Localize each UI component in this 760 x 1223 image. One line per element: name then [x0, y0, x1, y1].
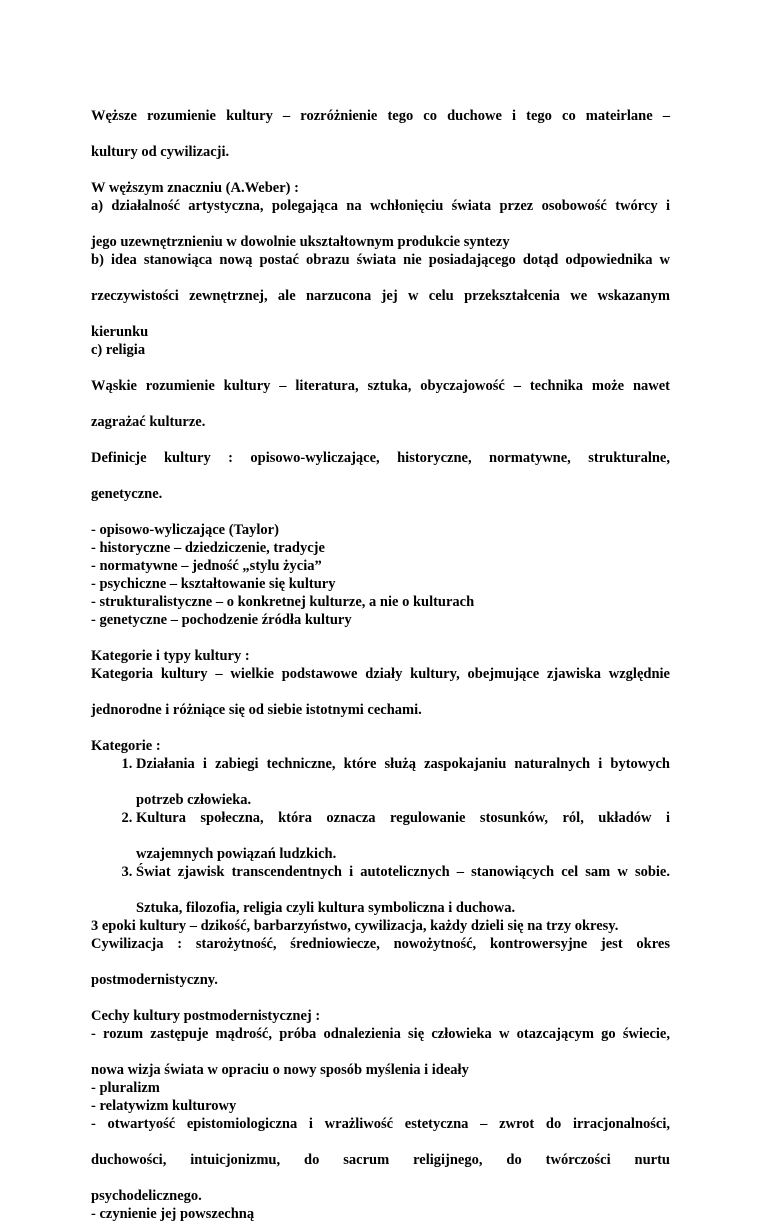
- definitions-list: [91, 521, 670, 629]
- postmodern-relativism: - relatywizm kulturowy: [91, 1098, 237, 1114]
- category-item: [136, 809, 670, 863]
- list-item: - historyczne – dziedziczenie, tradycje: [91, 540, 325, 556]
- category-2-line-1: 2. Kultura społeczna, która oznacza regulowanie stosunków, ról, układów i: [136, 810, 670, 826]
- list-item: - genetyczne – pochodzenie źródła kultury: [91, 612, 352, 628]
- postmodern-pluralism: - pluralizm: [91, 1080, 160, 1096]
- list-item: - strukturalistyczne – o konkretnej kulturze, a nie o kulturach: [91, 594, 475, 610]
- postmodern-openness-line-2: duchowości, intuicjonizmu, do sacrum religijnego, do twórczości nurtu: [91, 1152, 670, 1168]
- category-1-line-1: 1. Działania i zabiegi techniczne, które służą zaspokajaniu naturalnych i bytowych: [136, 756, 670, 772]
- definitions-line-1: Definicje kultury : opisowo-wyliczające, historyczne, normatywne, strukturalne,: [91, 450, 670, 466]
- intro-line-2: kultury od cywilizacji.: [91, 144, 230, 160]
- postmodern-last: - czynienie jej powszechną: [91, 1206, 255, 1222]
- category-1-line-2: potrzeb człowieka.: [136, 792, 252, 808]
- category-3-line-1: 3. Świat zjawisk transcendentnych i autotelicznych – stanowiących cel sam w sobie.: [136, 864, 670, 880]
- categories-types-line-2: jednorodne i różniące się od siebie istotnymi cechami.: [91, 702, 422, 718]
- epochs-line: 3 epoki kultury – dzikość, barbarzyństwo, cywilizacja, każdy dzieli się na trzy okresy.: [91, 918, 619, 934]
- postmodern-openness-line-3: psychodelicznego.: [91, 1188, 202, 1204]
- civilization-line-1: Cywilizacja : starożytność, średniowiecze, nowożytność, kontrowersyjne jest okres: [91, 936, 670, 952]
- category-item: [136, 863, 670, 917]
- document-body: [91, 107, 670, 1223]
- weber-c: c) religia: [91, 342, 146, 358]
- weber-a-line-1: a) działalność artystyczna, polegająca na wchłonięciu świata przez osobowość twórcy i: [91, 198, 670, 214]
- category-2-line-2: wzajemnych powiązań ludzkich.: [136, 846, 337, 862]
- list-item: - opisowo-wyliczające (Taylor): [91, 522, 279, 538]
- category-item: [136, 755, 670, 809]
- weber-heading: W węższym znaczniu (A.Weber) :: [91, 180, 299, 196]
- postmodern-reason-line-1: - rozum zastępuje mądrość, próba odnalezienia się człowieka w otazcającym go świecie,: [91, 1026, 670, 1042]
- categories-types-heading: Kategorie i typy kultury :: [91, 648, 250, 664]
- categories-heading: Kategorie :: [91, 738, 161, 754]
- weber-b-line-1: b) idea stanowiąca nową postać obrazu świata nie posiadającego dotąd odpowiednika w: [91, 252, 670, 268]
- narrow-line-2: zagrażać kulturze.: [91, 414, 206, 430]
- postmodern-openness-line-1: - otwartyość epistomiologiczna i wrażliwość estetyczna – zwrot do irracjonalności,: [91, 1116, 670, 1132]
- weber-a-line-2: jego uzewnętrznieniu w dowolnie ukształtownym produkcie syntezy: [91, 234, 510, 250]
- list-item: - psychiczne – kształtowanie się kultury: [91, 576, 336, 592]
- weber-b-line-3: kierunku: [91, 324, 149, 340]
- list-item: - normatywne – jedność „stylu życia”: [91, 558, 322, 574]
- weber-b-line-2: rzeczywistości zewnętrznej, ale narzucona jej w celu przekształcenia we wskazanym: [91, 288, 670, 304]
- civilization-line-2: postmodernistyczny.: [91, 972, 218, 988]
- category-3-line-2: Sztuka, filozofia, religia czyli kultura symboliczna i duchowa.: [136, 900, 516, 916]
- narrow-line-1: Wąskie rozumienie kultury – literatura, sztuka, obyczajowość – technika może nawet: [91, 378, 670, 394]
- postmodern-reason-line-2: nowa wizja świata w opraciu o nowy sposób myślenia i ideały: [91, 1062, 469, 1078]
- categories-types-line-1: Kategoria kultury – wielkie podstawowe działy kultury, obejmujące zjawiska względnie: [91, 666, 670, 682]
- postmodern-heading: Cechy kultury postmodernistycznej :: [91, 1008, 321, 1024]
- categories-list: [91, 755, 670, 917]
- definitions-line-2: genetyczne.: [91, 486, 163, 502]
- intro-line-1: Węższe rozumienie kultury – rozróżnienie tego co duchowe i tego co mateirlane –: [91, 108, 670, 124]
